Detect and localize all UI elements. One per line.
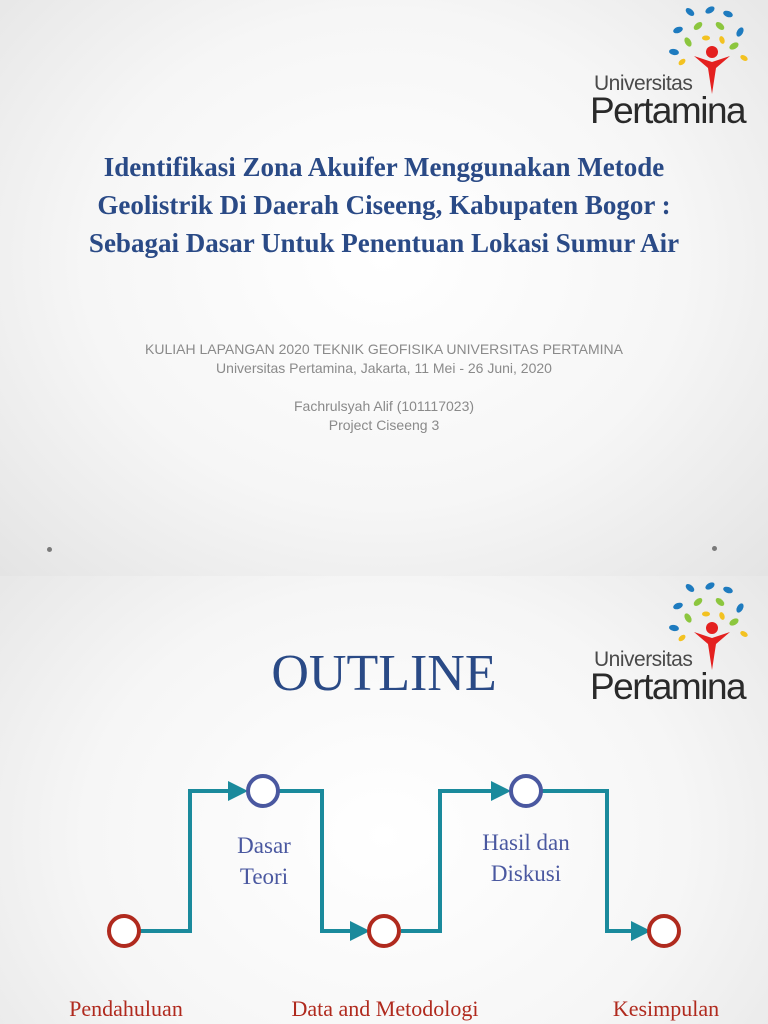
bullet-dot <box>712 546 717 551</box>
step-hasil-line2: Diskusi <box>490 861 562 886</box>
step-hasil-diskusi <box>456 827 596 889</box>
outline-flow-diagram <box>0 576 768 1024</box>
logo-universitas-text: Universitas <box>594 72 693 95</box>
label-pendahuluan: Pendahuluan <box>69 996 183 1021</box>
node-pendahuluan <box>109 916 139 946</box>
logo-pertamina-text: Pertamina <box>590 666 746 707</box>
slide-title: Identifikasi Zona Akuifer Menggunakan Metode Geolistrik Di Daerah Ciseeng, Kabupaten Bogor : Sebagai Dasar Untuk Penentuan Lokasi Sumur Air <box>88 152 680 258</box>
node-data-metodologi <box>369 916 399 946</box>
step-dasar-teori <box>204 830 324 892</box>
logo-universitas-text: Universitas <box>594 648 693 671</box>
universitas-pertamina-logo <box>590 2 768 132</box>
place-date-line: Universitas Pertamina, Jakarta, 11 Mei - 26 Juni, 2020 <box>216 360 552 376</box>
author-line: Fachrulsyah Alif (101117023) <box>293 398 475 414</box>
bullet-dot <box>47 547 52 552</box>
step-dasar-teori-line1: Dasar <box>237 833 291 858</box>
step-dasar-teori-line2: Teori <box>239 864 289 889</box>
node-hasil-diskusi <box>511 776 541 806</box>
label-data-metodologi: Data and Metodologi <box>291 996 479 1021</box>
node-dasar-teori <box>248 776 278 806</box>
step-hasil-line1: Hasil dan <box>482 830 570 855</box>
outline-slide <box>0 576 768 1024</box>
outline-title: OUTLINE <box>271 645 497 702</box>
event-line: KULIAH LAPANGAN 2020 TEKNIK GEOFISIKA UNIVERSITAS PERTAMINA <box>145 341 623 357</box>
logo-pertamina-text: Pertamina <box>590 90 746 131</box>
label-kesimpulan: Kesimpulan <box>612 996 720 1021</box>
project-line: Project Ciseeng 3 <box>328 417 440 433</box>
node-kesimpulan <box>649 916 679 946</box>
